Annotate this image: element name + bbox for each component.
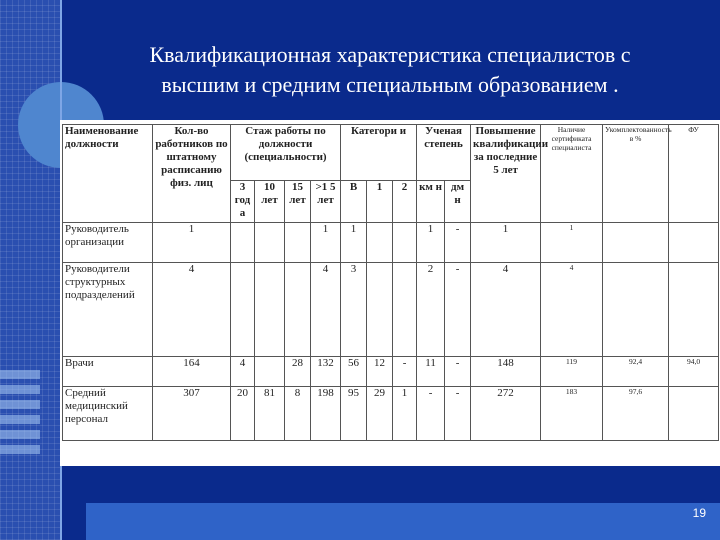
cell-name: Врачи — [63, 357, 153, 387]
cell-km: 11 — [417, 357, 445, 387]
cell-c1: 12 — [367, 357, 393, 387]
header-fu: ФУ — [669, 125, 719, 223]
cell-c2 — [393, 263, 417, 357]
cell-cv: 3 — [341, 263, 367, 357]
footer-bar — [86, 503, 720, 540]
header-exp-15plus: >1 5 лет — [311, 181, 341, 223]
header-training: Повышение квалификации за последние 5 лет — [471, 125, 541, 223]
cell-count: 1 — [153, 223, 231, 263]
cell-cert: 4 — [541, 263, 603, 357]
cell-dm: - — [445, 387, 471, 441]
decorative-bars — [0, 370, 40, 470]
cell-train: 148 — [471, 357, 541, 387]
cell-train: 4 — [471, 263, 541, 357]
cell-c2: 1 — [393, 387, 417, 441]
cell-km: - — [417, 387, 445, 441]
cell-c1: 29 — [367, 387, 393, 441]
cell-fu — [669, 387, 719, 441]
header-cat-v: В — [341, 181, 367, 223]
cell-e10 — [255, 223, 285, 263]
table-sheet — [60, 120, 720, 466]
header-experience: Стаж работы по должности (специальности) — [231, 125, 341, 181]
cell-e15p: 132 — [311, 357, 341, 387]
cell-cert: 1 — [541, 223, 603, 263]
cell-train: 272 — [471, 387, 541, 441]
cell-train: 1 — [471, 223, 541, 263]
header-exp-3: 3 год а — [231, 181, 255, 223]
cell-e3 — [231, 223, 255, 263]
cell-count: 307 — [153, 387, 231, 441]
cell-dm: - — [445, 357, 471, 387]
header-degree: Ученая степень — [417, 125, 471, 181]
header-position: Наименование должности — [63, 125, 153, 223]
cell-name: Руководители структурных подразделений — [63, 263, 153, 357]
cell-dm: - — [445, 263, 471, 357]
cell-fu — [669, 263, 719, 357]
cell-e15p: 1 — [311, 223, 341, 263]
cell-fu — [669, 223, 719, 263]
cell-c2: - — [393, 357, 417, 387]
slide-title — [90, 40, 690, 100]
table-row — [63, 223, 719, 263]
header-exp-10: 10 лет — [255, 181, 285, 223]
cell-e15: 8 — [285, 387, 311, 441]
cell-e15p: 4 — [311, 263, 341, 357]
cell-pct: 97,6 — [603, 387, 669, 441]
cell-cv: 56 — [341, 357, 367, 387]
cell-e3 — [231, 263, 255, 357]
cell-e10 — [255, 263, 285, 357]
table-row — [63, 263, 719, 357]
cell-pct — [603, 223, 669, 263]
cell-km: 1 — [417, 223, 445, 263]
header-cat-2: 2 — [393, 181, 417, 223]
cell-c1 — [367, 223, 393, 263]
header-cat-1: 1 — [367, 181, 393, 223]
cell-pct — [603, 263, 669, 357]
cell-fu: 94,0 — [669, 357, 719, 387]
cell-name: Средний медицинский персонал — [63, 387, 153, 441]
cell-cv: 95 — [341, 387, 367, 441]
header-staffing: Укомплектованность в % — [603, 125, 669, 223]
title-line-1: Квалификационная характеристика специалистов с — [149, 42, 631, 67]
cell-c1 — [367, 263, 393, 357]
title-line-2: высшим и средним специальным образованием . — [161, 72, 619, 97]
qualification-table — [62, 124, 719, 441]
cell-e15 — [285, 263, 311, 357]
table-row — [63, 357, 719, 387]
cell-e3: 4 — [231, 357, 255, 387]
cell-e3: 20 — [231, 387, 255, 441]
page-number: 19 — [692, 506, 706, 520]
cell-km: 2 — [417, 263, 445, 357]
cell-count: 4 — [153, 263, 231, 357]
header-certificate: Наличие сертификата специалиста — [541, 125, 603, 223]
cell-dm: - — [445, 223, 471, 263]
table-row — [63, 387, 719, 441]
cell-pct: 92,4 — [603, 357, 669, 387]
cell-e10 — [255, 357, 285, 387]
cell-cert: 183 — [541, 387, 603, 441]
cell-name: Руководитель организации — [63, 223, 153, 263]
header-deg-dm: дм н — [445, 181, 471, 223]
header-category: Категори и — [341, 125, 417, 181]
header-deg-km: км н — [417, 181, 445, 223]
cell-e10: 81 — [255, 387, 285, 441]
cell-e15: 28 — [285, 357, 311, 387]
cell-cv: 1 — [341, 223, 367, 263]
cell-c2 — [393, 223, 417, 263]
header-count: Кол-во работников по штатному расписанию физ. лиц — [153, 125, 231, 223]
cell-e15p: 198 — [311, 387, 341, 441]
cell-cert: 119 — [541, 357, 603, 387]
header-exp-15: 15 лет — [285, 181, 311, 223]
cell-count: 164 — [153, 357, 231, 387]
cell-e15 — [285, 223, 311, 263]
